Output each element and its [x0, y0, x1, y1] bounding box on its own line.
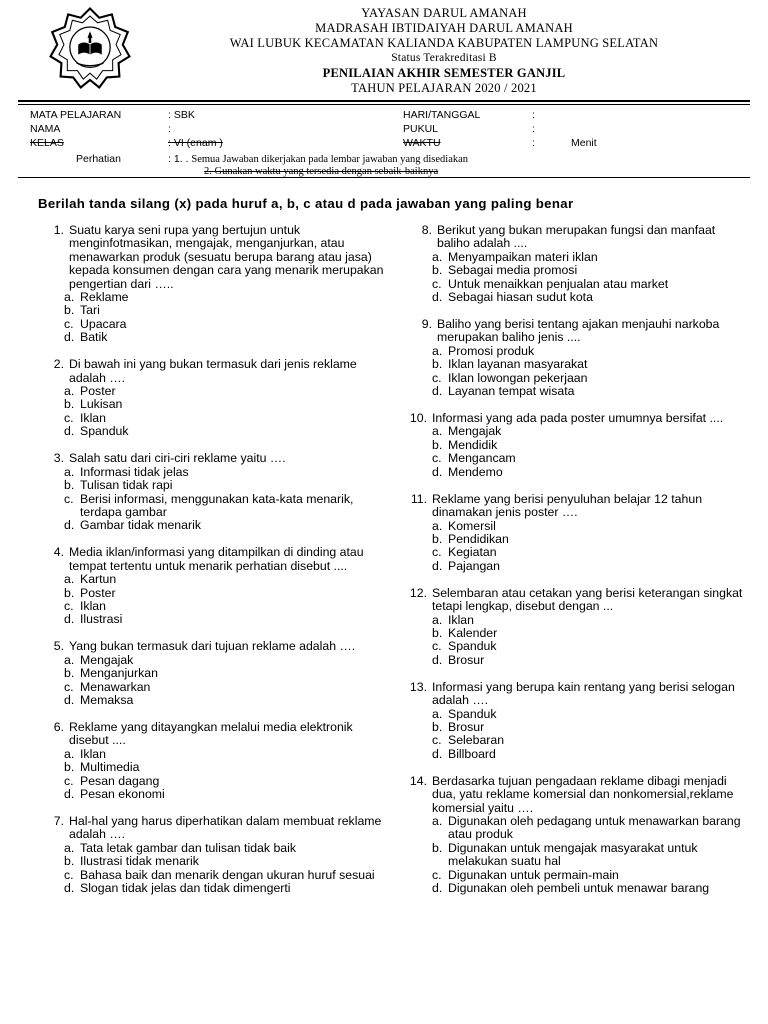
answer-option[interactable]: [64, 788, 389, 801]
question-item: [409, 411, 747, 479]
answer-option[interactable]: [64, 694, 389, 707]
question-number: 5.: [53, 639, 64, 654]
question-item: [409, 679, 747, 761]
option-text: Menyampaikan materi iklan: [448, 249, 598, 264]
answer-option[interactable]: [64, 466, 389, 479]
option-text: Mengancam: [448, 451, 516, 466]
option-text: Poster: [80, 384, 116, 399]
academic-year: TAHUN PELAJARAN 2020 / 2021: [351, 81, 537, 95]
question-number: 2.: [53, 357, 64, 372]
option-letter: c.: [432, 639, 442, 654]
school-name: MADRASAH IBTIDAIYAH DARUL AMANAH: [315, 21, 573, 35]
time-value: :: [532, 137, 535, 149]
answer-option[interactable]: [432, 385, 747, 398]
answer-option[interactable]: [432, 748, 747, 761]
answer-option[interactable]: [64, 587, 389, 600]
question-text: Di bawah ini yang bukan termasuk dari jenis reklame adalah ….: [69, 357, 357, 385]
answer-option[interactable]: [64, 304, 389, 317]
option-text: Iklan lowongan pekerjaan: [448, 370, 588, 385]
answer-option[interactable]: [64, 412, 389, 425]
option-letter: b.: [64, 666, 75, 681]
instruction-heading: Berilah tanda silang (x) pada huruf a, b, c atau d pada jawaban yang paling benar: [38, 196, 574, 211]
option-letter: c.: [64, 491, 74, 506]
option-letter: c.: [64, 598, 74, 613]
option-text: Komersil: [448, 518, 496, 533]
option-letter: c.: [64, 410, 74, 425]
answer-option[interactable]: [64, 775, 389, 788]
option-text: Mengajak: [448, 424, 502, 439]
option-text: Iklan: [80, 598, 106, 613]
option-letter: b.: [64, 397, 75, 412]
answer-option[interactable]: [64, 842, 389, 855]
answer-option[interactable]: [432, 614, 747, 627]
answer-option[interactable]: [64, 479, 389, 492]
option-text: Iklan: [80, 746, 106, 761]
answer-option[interactable]: [432, 345, 747, 358]
answer-option[interactable]: [432, 533, 747, 546]
option-text: Mengajak: [80, 652, 134, 667]
question-number: 12.: [409, 585, 427, 600]
question-text: Hal-hal yang harus diperhatikan dalam membuat reklame adalah ….: [69, 814, 382, 842]
option-text: Tari: [80, 303, 100, 318]
answer-option[interactable]: [432, 251, 747, 264]
option-letter: b.: [64, 585, 75, 600]
questions-right-column: [409, 223, 747, 909]
option-text: Lukisan: [80, 397, 123, 412]
question-stem: [44, 452, 389, 465]
hour-label: PUKUL: [403, 123, 439, 135]
option-letter: c.: [432, 545, 442, 560]
question-number: 7.: [53, 814, 64, 828]
question-stem: [409, 773, 747, 815]
answer-option[interactable]: [64, 519, 389, 532]
option-text: Iklan layanan masyarakat: [448, 357, 588, 372]
option-text: Upacara: [80, 316, 127, 331]
option-letter: c.: [432, 867, 442, 882]
question-stem: [409, 679, 747, 708]
option-letter: d.: [432, 881, 443, 896]
option-letter: a.: [64, 572, 75, 587]
question-item: [44, 546, 389, 626]
option-letter: d.: [64, 424, 75, 439]
subject-value: : SBK: [168, 109, 195, 121]
answer-option[interactable]: [64, 869, 389, 882]
option-text: Selebaran: [448, 733, 505, 748]
option-letter: c.: [432, 370, 442, 385]
question-item: [44, 452, 389, 532]
answer-option[interactable]: [432, 439, 747, 452]
option-text: Memaksa: [80, 692, 134, 707]
option-letter: a.: [64, 652, 75, 667]
question-text: Baliho yang berisi tentang ajakan menjauhi narkoba merupakan baliho jenis ....: [437, 317, 720, 345]
answer-option[interactable]: [64, 600, 389, 613]
option-letter: a.: [64, 840, 75, 855]
option-text: Poster: [80, 585, 116, 600]
answer-option[interactable]: [432, 560, 747, 573]
question-text: Berikut yang bukan merupakan fungsi dan manfaat baliho adalah ....: [437, 223, 716, 251]
answer-option[interactable]: [64, 573, 389, 586]
option-text: Digunakan oleh pembeli untuk menawar barang: [448, 881, 710, 896]
answer-option[interactable]: [64, 761, 389, 774]
answer-option[interactable]: [432, 721, 747, 734]
answer-option[interactable]: [432, 291, 747, 304]
question-text: Reklame yang berisi penyuluhan belajar 12 tahun dinamakan jenis poster ….: [432, 491, 703, 520]
subject-label: MATA PELAJARAN: [30, 109, 122, 121]
question-item: [44, 721, 389, 801]
option-letter: d.: [64, 692, 75, 707]
notes-label: Perhatian: [76, 153, 121, 165]
header-divider-thick: [18, 100, 750, 102]
option-letter: d.: [432, 746, 443, 761]
question-stem: [44, 640, 389, 653]
option-text: Menganjurkan: [80, 666, 158, 681]
question-number: 8.: [421, 223, 432, 237]
option-letter: b.: [432, 357, 443, 372]
option-text: Pesan ekonomi: [80, 787, 165, 801]
answer-option[interactable]: [64, 667, 389, 680]
question-number: 13.: [409, 679, 427, 694]
option-text: Informasi tidak jelas: [80, 464, 189, 479]
question-stem: [412, 318, 747, 345]
question-item: [44, 358, 389, 438]
option-letter: d.: [64, 330, 75, 345]
option-letter: b.: [432, 437, 443, 452]
answer-option[interactable]: [432, 546, 747, 559]
notes-line-2: 2. Gunakan waktu yang tersedia dengan sebaik-baiknya: [204, 166, 439, 177]
answer-option[interactable]: [432, 708, 747, 721]
option-text: Ilustrasi tidak menarik: [80, 854, 199, 869]
option-text: Multimedia: [80, 760, 140, 775]
answer-option[interactable]: [432, 452, 747, 465]
question-item: [412, 318, 747, 398]
option-letter: d.: [64, 518, 75, 533]
question-number: 10.: [409, 411, 427, 426]
option-text: Digunakan oleh pedagang untuk menawarkan barang atau produk: [448, 814, 741, 842]
option-text: Sebagai hiasan sudut kota: [448, 290, 593, 305]
question-text: Informasi yang berupa kain rentang yang berisi selogan adalah ….: [432, 679, 735, 708]
answer-option[interactable]: [64, 613, 389, 626]
option-letter: c.: [432, 733, 442, 748]
question-stem: [44, 546, 389, 573]
question-item: [44, 640, 389, 707]
answer-option[interactable]: [64, 398, 389, 411]
option-text: Spanduk: [448, 706, 497, 721]
answer-option[interactable]: [432, 466, 747, 479]
answer-option[interactable]: [64, 748, 389, 761]
header-divider-thin: [18, 104, 750, 105]
option-letter: d.: [432, 384, 443, 399]
question-item: [44, 815, 389, 895]
option-letter: a.: [64, 384, 75, 399]
answer-option[interactable]: [64, 331, 389, 344]
answer-option[interactable]: [64, 681, 389, 694]
answer-option[interactable]: [432, 278, 747, 291]
answer-option[interactable]: [64, 493, 389, 520]
option-letter: a.: [432, 706, 443, 721]
option-letter: c.: [64, 773, 74, 788]
question-stem: [412, 493, 747, 520]
option-text: Ilustrasi: [80, 612, 123, 627]
option-text: Layanan tempat wisata: [448, 384, 575, 399]
option-text: Brosur: [448, 719, 485, 734]
option-letter: a.: [432, 814, 443, 828]
question-text: Berdasarka tujuan pengadaan reklame dibagi menjadi dua, yatu reklame komersial dan nonkomersial,reklame komersial yaitu ….: [432, 773, 734, 815]
option-letter: a.: [64, 746, 75, 761]
option-letter: b.: [64, 854, 75, 869]
question-item: [409, 773, 747, 896]
option-letter: b.: [432, 840, 443, 855]
identity-divider: [18, 177, 750, 178]
question-stem: [44, 815, 389, 842]
notes-line-1: [168, 152, 468, 166]
question-item: [409, 585, 747, 667]
question-text: Salah satu dari ciri-ciri reklame yaitu ….: [69, 451, 286, 466]
answer-option[interactable]: [432, 264, 747, 277]
answer-option[interactable]: [64, 318, 389, 331]
day-value[interactable]: :: [532, 109, 535, 121]
answer-option[interactable]: [432, 520, 747, 533]
school-emblem-logo: [48, 6, 132, 90]
option-letter: b.: [64, 478, 75, 493]
option-text: Brosur: [448, 652, 485, 667]
question-stem: [44, 224, 389, 291]
notes-line-1-text: Semua Jawaban dikerjakan pada lembar jawaban yang disediakan: [191, 154, 469, 165]
option-text: Pendidikan: [448, 531, 509, 546]
option-letter: a.: [432, 518, 443, 533]
question-text: Informasi yang ada pada poster umumnya bersifat ....: [432, 411, 724, 426]
option-letter: c.: [64, 316, 74, 331]
option-letter: c.: [64, 867, 74, 882]
question-item: [412, 224, 747, 304]
option-text: Bahasa baik dan menarik dengan ukuran huruf sesuai: [80, 867, 375, 882]
option-text: Batik: [80, 330, 108, 345]
option-letter: d.: [64, 787, 75, 801]
option-text: Spanduk: [448, 639, 497, 654]
answer-option[interactable]: [64, 654, 389, 667]
answer-option[interactable]: [432, 372, 747, 385]
question-number: 11.: [410, 491, 427, 506]
question-text: Selembaran atau cetakan yang berisi keterangan singkat tetapi lengkap, disebut dengan ...: [432, 585, 743, 614]
option-letter: c.: [64, 679, 74, 694]
option-text: Pajangan: [448, 558, 500, 573]
option-letter: b.: [432, 719, 443, 734]
option-text: Reklame: [80, 290, 129, 305]
answer-option[interactable]: [432, 734, 747, 747]
answer-option[interactable]: [64, 425, 389, 438]
option-letter: d.: [64, 881, 75, 896]
option-letter: a.: [64, 464, 75, 479]
foundation-name: YAYASAN DARUL AMANAH: [361, 6, 527, 20]
question-number: 4.: [53, 545, 64, 560]
answer-option[interactable]: [432, 425, 747, 438]
option-letter: b.: [432, 625, 443, 640]
option-text: Billboard: [448, 746, 496, 761]
option-text: Digunakan untuk mengajak masyarakat untuk melakukan suatu hal: [448, 840, 698, 869]
answer-option[interactable]: [432, 882, 747, 895]
option-letter: a.: [64, 290, 75, 305]
letterhead: [140, 6, 748, 96]
option-letter: d.: [64, 612, 75, 627]
name-label: NAMA: [30, 123, 61, 135]
time-label: WAKTU: [403, 137, 441, 149]
option-text: Iklan: [80, 410, 106, 425]
answer-option[interactable]: [64, 855, 389, 868]
option-text: Sebagai media promosi: [448, 263, 578, 278]
answer-option[interactable]: [64, 291, 389, 304]
questions-left-column: [44, 224, 389, 909]
option-letter: d.: [432, 464, 443, 479]
question-stem: [412, 224, 747, 251]
name-value[interactable]: :: [168, 123, 171, 135]
question-text: Reklame yang ditayangkan melalui media elektronik disebut ....: [69, 719, 353, 748]
option-text: Gambar tidak menarik: [80, 518, 201, 533]
option-text: Pesan dagang: [80, 773, 160, 788]
option-text: Spanduk: [80, 424, 129, 439]
answer-option[interactable]: [64, 385, 389, 398]
answer-option[interactable]: [432, 640, 747, 653]
answer-option[interactable]: [432, 358, 747, 371]
day-label: HARI/TANGGAL: [403, 109, 481, 121]
question-stem: [409, 411, 747, 426]
school-address: WAI LUBUK KECAMATAN KALIANDA KABUPATEN LAMPUNG SELATAN: [229, 36, 659, 50]
option-text: Promosi produk: [448, 343, 535, 358]
hour-value[interactable]: :: [532, 123, 535, 135]
option-letter: c.: [432, 276, 442, 291]
option-text: Kalender: [448, 625, 498, 640]
answer-option[interactable]: [432, 842, 747, 869]
option-text: Untuk menaikkan penjualan atau market: [448, 276, 669, 291]
question-number: 1.: [53, 223, 64, 237]
answer-option[interactable]: [64, 882, 389, 895]
option-letter: a.: [432, 343, 443, 358]
question-number: 3.: [53, 451, 64, 466]
answer-option[interactable]: [432, 654, 747, 667]
option-text: Tulisan tidak rapi: [80, 478, 173, 493]
answer-option[interactable]: [432, 627, 747, 640]
option-text: Kartun: [80, 572, 117, 587]
option-text: Slogan tidak jelas dan tidak dimengerti: [80, 881, 291, 896]
question-number: 14.: [409, 773, 427, 788]
notes-line-1-prefix: : 1. .: [168, 153, 189, 165]
exam-title: PENILAIAN AKHIR SEMESTER GANJIL: [322, 66, 566, 80]
option-text: Berisi informasi, menggunakan kata-kata menarik, terdapa gambar: [80, 491, 354, 519]
question-text: Suatu karya seni rupa yang bertujun untuk menginfotmasikan, mengajak, menganjurkan, atau menawarkan produk (sesuatu berupa barang atau jasa) kepada konsumen dengan cara yang menarik merupakan pengertian dari …..: [69, 223, 384, 291]
answer-option[interactable]: [432, 815, 747, 842]
option-text: Mendidik: [448, 437, 498, 452]
option-letter: d.: [432, 558, 443, 573]
question-text: Yang bukan termasuk dari tujuan reklame adalah ….: [69, 639, 356, 654]
option-text: Iklan: [448, 612, 474, 627]
question-number: 6.: [53, 719, 64, 734]
option-letter: d.: [432, 290, 443, 305]
answer-option[interactable]: [432, 869, 747, 882]
class-label: KELAS: [30, 137, 64, 149]
option-text: Mendemo: [448, 464, 503, 479]
option-text: Menawarkan: [80, 679, 151, 694]
option-text: Tata letak gambar dan tulisan tidak baik: [80, 840, 297, 855]
option-letter: a.: [432, 249, 443, 264]
question-item: [44, 224, 389, 345]
question-number: 9.: [421, 317, 432, 332]
question-item: [412, 493, 747, 573]
option-letter: b.: [432, 263, 443, 278]
question-stem: [44, 358, 389, 385]
minutes-label: Menit: [571, 137, 597, 149]
question-text: Media iklan/informasi yang ditampilkan di dinding atau tempat tertentu untuk menarik perhatian disebut ....: [69, 545, 364, 573]
option-letter: c.: [432, 451, 442, 466]
accreditation-status: Status Terakreditasi B: [391, 52, 497, 64]
option-letter: b.: [64, 760, 75, 775]
option-letter: a.: [432, 612, 443, 627]
question-stem: [409, 585, 747, 614]
option-text: Digunakan untuk permain-main: [448, 867, 619, 882]
option-text: Kegiatan: [448, 545, 497, 560]
option-letter: d.: [432, 652, 443, 667]
question-stem: [44, 721, 389, 748]
class-value: : VI (enam ): [168, 137, 223, 149]
option-letter: b.: [432, 531, 443, 546]
option-letter: b.: [64, 303, 75, 318]
option-letter: a.: [432, 424, 443, 439]
